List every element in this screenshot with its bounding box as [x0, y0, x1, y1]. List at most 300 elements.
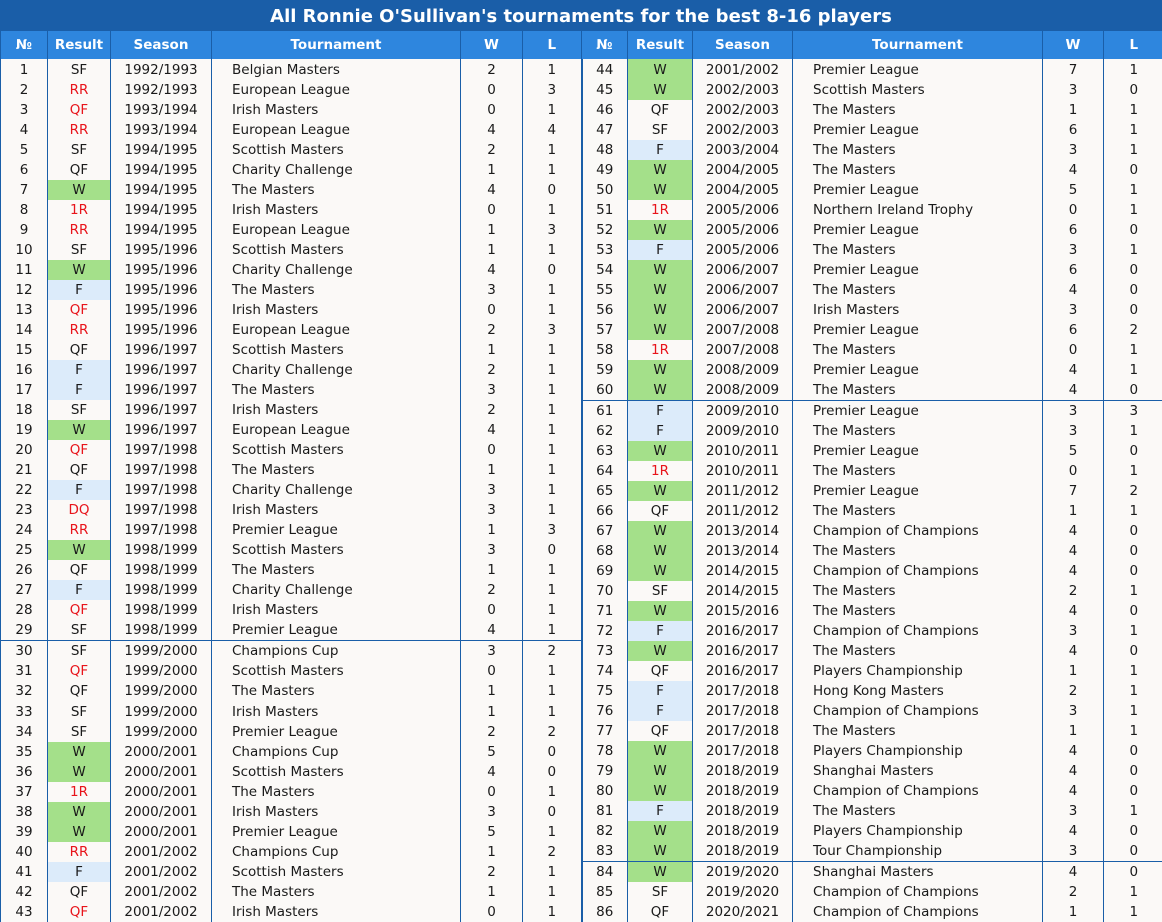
wins-cell: 1 [461, 160, 523, 180]
row-number: 75 [582, 681, 628, 701]
tournament-cell: Premier League [212, 520, 461, 540]
tournament-cell: Scottish Masters [212, 140, 461, 160]
losses-cell: 0 [1104, 561, 1162, 581]
result-cell: SF [48, 620, 111, 641]
result-cell: W [628, 481, 693, 501]
row-number: 38 [1, 802, 48, 822]
losses-cell: 1 [523, 902, 581, 922]
wins-cell: 3 [1043, 80, 1104, 100]
table-row [582, 360, 1162, 380]
row-number: 43 [1, 902, 48, 922]
tournament-cell: European League [212, 220, 461, 240]
season-cell: 2018/2019 [693, 801, 793, 821]
tournament-cell: The Masters [793, 641, 1043, 661]
tournament-cell: Players Championship [793, 741, 1043, 761]
table-row [582, 140, 1162, 160]
season-cell: 2009/2010 [693, 421, 793, 441]
wins-cell: 4 [1043, 862, 1104, 883]
season-cell: 1995/1996 [111, 280, 212, 300]
row-number: 34 [1, 722, 48, 742]
result-cell: QF [628, 661, 693, 681]
table-row [582, 441, 1162, 461]
losses-cell: 0 [1104, 841, 1162, 862]
table-row [1, 681, 581, 701]
row-number: 21 [1, 460, 48, 480]
row-number: 14 [1, 320, 48, 340]
losses-cell: 0 [1104, 521, 1162, 541]
table-row [1, 240, 581, 260]
losses-cell: 1 [523, 440, 581, 460]
season-cell: 1995/1996 [111, 300, 212, 320]
losses-cell: 1 [1104, 621, 1162, 641]
result-cell: SF [48, 240, 111, 260]
result-cell: W [628, 521, 693, 541]
season-cell: 2002/2003 [693, 80, 793, 100]
wins-cell: 1 [461, 560, 523, 580]
row-number: 4 [1, 120, 48, 140]
table-row [1, 320, 581, 340]
table-row [582, 80, 1162, 100]
losses-cell: 1 [523, 560, 581, 580]
wins-cell: 2 [461, 862, 523, 882]
result-cell: 1R [48, 782, 111, 802]
wins-cell: 2 [461, 140, 523, 160]
tournament-cell: European League [212, 120, 461, 140]
results-table-left [0, 31, 581, 922]
row-number: 7 [1, 180, 48, 200]
season-cell: 2007/2008 [693, 340, 793, 360]
result-cell: F [628, 401, 693, 422]
wins-cell: 3 [1043, 300, 1104, 320]
tournament-cell: The Masters [793, 160, 1043, 180]
wins-cell: 7 [1043, 59, 1104, 80]
row-number: 25 [1, 540, 48, 560]
table-row [582, 380, 1162, 401]
losses-cell: 1 [1104, 200, 1162, 220]
result-cell: QF [48, 681, 111, 701]
tournament-cell: Shanghai Masters [793, 862, 1043, 883]
row-number: 28 [1, 600, 48, 620]
result-cell: W [628, 160, 693, 180]
row-number: 39 [1, 822, 48, 842]
table-row [1, 80, 581, 100]
losses-cell: 1 [1104, 902, 1162, 922]
season-cell: 2000/2001 [111, 742, 212, 762]
losses-cell: 0 [1104, 641, 1162, 661]
tournament-cell: Premier League [212, 722, 461, 742]
table-row [1, 420, 581, 440]
tournament-cell: Players Championship [793, 821, 1043, 841]
losses-cell: 1 [523, 600, 581, 620]
table-row [1, 802, 581, 822]
wins-cell: 4 [461, 120, 523, 140]
season-cell: 1997/1998 [111, 520, 212, 540]
table-header-row [1, 31, 581, 59]
season-cell: 2014/2015 [693, 581, 793, 601]
result-cell: W [628, 280, 693, 300]
result-cell: QF [48, 902, 111, 922]
row-number: 48 [582, 140, 628, 160]
tournament-cell: Champion of Champions [793, 521, 1043, 541]
row-number: 15 [1, 340, 48, 360]
result-cell: QF [628, 501, 693, 521]
result-cell: QF [48, 882, 111, 902]
season-cell: 1993/1994 [111, 120, 212, 140]
tournament-cell: Premier League [793, 360, 1043, 380]
season-cell: 2000/2001 [111, 782, 212, 802]
row-number: 55 [582, 280, 628, 300]
tournament-cell: European League [212, 320, 461, 340]
losses-cell: 1 [1104, 180, 1162, 200]
table-header-row [582, 31, 1162, 59]
wins-cell: 0 [461, 200, 523, 220]
wins-cell: 0 [1043, 200, 1104, 220]
wins-cell: 4 [1043, 541, 1104, 561]
wins-cell: 3 [1043, 240, 1104, 260]
wins-cell: 2 [1043, 882, 1104, 902]
season-cell: 1995/1996 [111, 320, 212, 340]
result-cell: SF [628, 882, 693, 902]
wins-cell: 4 [461, 180, 523, 200]
table-row [582, 541, 1162, 561]
result-cell: W [628, 360, 693, 380]
wins-cell: 1 [461, 681, 523, 701]
column-header-season: Season [693, 31, 793, 59]
row-number: 72 [582, 621, 628, 641]
tournament-cell: Scottish Masters [212, 540, 461, 560]
result-cell: QF [628, 100, 693, 120]
table-row [582, 220, 1162, 240]
wins-cell: 6 [1043, 320, 1104, 340]
wins-cell: 0 [461, 300, 523, 320]
column-header-number: № [582, 31, 628, 59]
row-number: 81 [582, 801, 628, 821]
column-header-number: № [1, 31, 48, 59]
row-number: 26 [1, 560, 48, 580]
row-number: 35 [1, 742, 48, 762]
table-row [582, 641, 1162, 661]
result-cell: W [48, 802, 111, 822]
table-row [1, 580, 581, 600]
season-cell: 1996/1997 [111, 360, 212, 380]
tournament-cell: Champion of Champions [793, 902, 1043, 922]
table-row [582, 681, 1162, 701]
result-cell: 1R [628, 340, 693, 360]
table-row [1, 842, 581, 862]
column-header-result: Result [48, 31, 111, 59]
result-cell: SF [48, 140, 111, 160]
row-number: 33 [1, 702, 48, 722]
row-number: 80 [582, 781, 628, 801]
row-number: 62 [582, 421, 628, 441]
result-cell: W [628, 260, 693, 280]
losses-cell: 1 [523, 782, 581, 802]
row-number: 13 [1, 300, 48, 320]
wins-cell: 3 [461, 380, 523, 400]
table-row [1, 480, 581, 500]
result-cell: W [48, 260, 111, 280]
table-row [582, 621, 1162, 641]
losses-cell: 0 [1104, 741, 1162, 761]
row-number: 3 [1, 100, 48, 120]
losses-cell: 1 [1104, 882, 1162, 902]
season-cell: 2010/2011 [693, 461, 793, 481]
losses-cell: 0 [1104, 260, 1162, 280]
wins-cell: 0 [461, 661, 523, 681]
season-cell: 2017/2018 [693, 681, 793, 701]
losses-cell: 1 [523, 500, 581, 520]
wins-cell: 3 [461, 500, 523, 520]
table-row [1, 200, 581, 220]
result-cell: F [628, 681, 693, 701]
losses-cell: 1 [1104, 340, 1162, 360]
losses-cell: 1 [1104, 721, 1162, 741]
wins-cell: 0 [461, 100, 523, 120]
losses-cell: 3 [523, 80, 581, 100]
result-cell: RR [48, 320, 111, 340]
table-row [582, 521, 1162, 541]
table-row [1, 620, 581, 641]
result-cell: SF [48, 702, 111, 722]
table-row [582, 160, 1162, 180]
tournament-cell: The Masters [212, 560, 461, 580]
season-cell: 1995/1996 [111, 240, 212, 260]
tournament-cell: The Masters [212, 280, 461, 300]
season-cell: 1997/1998 [111, 480, 212, 500]
table-row [582, 300, 1162, 320]
table-row [1, 902, 581, 922]
row-number: 1 [1, 59, 48, 80]
losses-cell: 0 [1104, 601, 1162, 621]
row-number: 47 [582, 120, 628, 140]
result-cell: 1R [628, 461, 693, 481]
tournament-cell: Premier League [793, 260, 1043, 280]
tournament-cell: The Masters [793, 801, 1043, 821]
tournament-cell: The Masters [793, 581, 1043, 601]
table-row [582, 200, 1162, 220]
row-number: 10 [1, 240, 48, 260]
losses-cell: 1 [523, 882, 581, 902]
table-row [1, 500, 581, 520]
row-number: 86 [582, 902, 628, 922]
tournament-cell: Premier League [793, 59, 1043, 80]
row-number: 58 [582, 340, 628, 360]
losses-cell: 1 [1104, 581, 1162, 601]
results-table-right [581, 31, 1162, 922]
result-cell: F [628, 801, 693, 821]
losses-cell: 1 [523, 140, 581, 160]
season-cell: 2006/2007 [693, 300, 793, 320]
tables-container [0, 31, 1162, 922]
row-number: 51 [582, 200, 628, 220]
row-number: 53 [582, 240, 628, 260]
season-cell: 1994/1995 [111, 180, 212, 200]
tournament-cell: The Masters [793, 140, 1043, 160]
season-cell: 1999/2000 [111, 702, 212, 722]
wins-cell: 3 [1043, 701, 1104, 721]
table-row [1, 661, 581, 681]
table-row [1, 59, 581, 80]
season-cell: 1996/1997 [111, 380, 212, 400]
tournament-cell: The Masters [793, 601, 1043, 621]
losses-cell: 0 [1104, 80, 1162, 100]
row-number: 8 [1, 200, 48, 220]
wins-cell: 4 [1043, 821, 1104, 841]
column-header-wins: W [461, 31, 523, 59]
result-cell: 1R [628, 200, 693, 220]
season-cell: 2020/2021 [693, 902, 793, 922]
wins-cell: 5 [1043, 441, 1104, 461]
row-number: 2 [1, 80, 48, 100]
tournament-cell: Irish Masters [212, 200, 461, 220]
wins-cell: 4 [1043, 601, 1104, 621]
wins-cell: 2 [1043, 581, 1104, 601]
wins-cell: 1 [461, 520, 523, 540]
losses-cell: 0 [523, 180, 581, 200]
wins-cell: 3 [461, 280, 523, 300]
season-cell: 1997/1998 [111, 500, 212, 520]
tournament-cell: Hong Kong Masters [793, 681, 1043, 701]
table-row [582, 902, 1162, 922]
wins-cell: 4 [461, 420, 523, 440]
season-cell: 2016/2017 [693, 621, 793, 641]
tournament-cell: Shanghai Masters [793, 761, 1043, 781]
tournament-cell: The Masters [212, 681, 461, 701]
result-cell: 1R [48, 200, 111, 220]
season-cell: 2007/2008 [693, 320, 793, 340]
season-cell: 1996/1997 [111, 340, 212, 360]
table-row [582, 240, 1162, 260]
losses-cell: 1 [1104, 501, 1162, 521]
result-cell: F [48, 862, 111, 882]
tournament-cell: Premier League [793, 320, 1043, 340]
season-cell: 2018/2019 [693, 821, 793, 841]
table-row [582, 461, 1162, 481]
season-cell: 2016/2017 [693, 641, 793, 661]
row-number: 22 [1, 480, 48, 500]
tournament-cell: Premier League [793, 401, 1043, 422]
result-cell: W [628, 841, 693, 862]
season-cell: 2013/2014 [693, 541, 793, 561]
tournament-cell: Scottish Masters [212, 240, 461, 260]
season-cell: 2005/2006 [693, 240, 793, 260]
tournament-cell: Irish Masters [212, 802, 461, 822]
column-header-losses: L [523, 31, 581, 59]
season-cell: 1999/2000 [111, 681, 212, 701]
result-cell: F [48, 380, 111, 400]
table-row [582, 481, 1162, 501]
season-cell: 2001/2002 [111, 902, 212, 922]
table-row [582, 661, 1162, 681]
losses-cell: 0 [523, 540, 581, 560]
row-number: 27 [1, 580, 48, 600]
row-number: 18 [1, 400, 48, 420]
season-cell: 2002/2003 [693, 120, 793, 140]
row-number: 9 [1, 220, 48, 240]
season-cell: 1992/1993 [111, 59, 212, 80]
tournament-cell: Irish Masters [212, 902, 461, 922]
table-row [1, 762, 581, 782]
losses-cell: 1 [1104, 801, 1162, 821]
losses-cell: 3 [523, 220, 581, 240]
row-number: 31 [1, 661, 48, 681]
row-number: 84 [582, 862, 628, 883]
tournament-cell: Champions Cup [212, 842, 461, 862]
losses-cell: 2 [523, 641, 581, 662]
table-row [1, 100, 581, 120]
losses-cell: 1 [1104, 59, 1162, 80]
table-row [1, 280, 581, 300]
row-number: 12 [1, 280, 48, 300]
wins-cell: 1 [1043, 902, 1104, 922]
table-row [1, 600, 581, 620]
row-number: 66 [582, 501, 628, 521]
tournament-cell: Premier League [212, 822, 461, 842]
table-row [582, 320, 1162, 340]
table-row [582, 721, 1162, 741]
losses-cell: 1 [523, 620, 581, 641]
tournament-cell: Champions Cup [212, 641, 461, 662]
result-cell: QF [48, 300, 111, 320]
wins-cell: 4 [461, 620, 523, 641]
result-cell: F [628, 240, 693, 260]
table-row [582, 882, 1162, 902]
season-cell: 2000/2001 [111, 762, 212, 782]
tournament-cell: The Masters [793, 240, 1043, 260]
losses-cell: 1 [523, 702, 581, 722]
losses-cell: 0 [523, 762, 581, 782]
result-cell: RR [48, 220, 111, 240]
table-row [1, 822, 581, 842]
tournament-cell: Scottish Masters [212, 762, 461, 782]
table-row [1, 220, 581, 240]
season-cell: 2017/2018 [693, 701, 793, 721]
wins-cell: 1 [1043, 721, 1104, 741]
tournament-cell: The Masters [212, 380, 461, 400]
losses-cell: 0 [1104, 541, 1162, 561]
wins-cell: 0 [461, 782, 523, 802]
table-row [582, 781, 1162, 801]
result-cell: SF [628, 120, 693, 140]
row-number: 19 [1, 420, 48, 440]
table-row [582, 340, 1162, 360]
result-cell: RR [48, 80, 111, 100]
result-cell: QF [48, 460, 111, 480]
season-cell: 2000/2001 [111, 822, 212, 842]
wins-cell: 0 [461, 902, 523, 922]
row-number: 52 [582, 220, 628, 240]
losses-cell: 1 [523, 360, 581, 380]
season-cell: 2003/2004 [693, 140, 793, 160]
losses-cell: 1 [523, 862, 581, 882]
result-cell: F [628, 701, 693, 721]
tournament-cell: The Masters [212, 180, 461, 200]
table-row [582, 841, 1162, 862]
losses-cell: 1 [1104, 701, 1162, 721]
wins-cell: 1 [1043, 661, 1104, 681]
wins-cell: 1 [461, 842, 523, 862]
table-row [1, 400, 581, 420]
row-number: 77 [582, 721, 628, 741]
row-number: 16 [1, 360, 48, 380]
result-cell: W [628, 380, 693, 401]
season-cell: 2001/2002 [111, 862, 212, 882]
wins-cell: 2 [461, 722, 523, 742]
season-cell: 2011/2012 [693, 481, 793, 501]
losses-cell: 1 [523, 380, 581, 400]
season-cell: 2001/2002 [111, 842, 212, 862]
table-row [1, 180, 581, 200]
